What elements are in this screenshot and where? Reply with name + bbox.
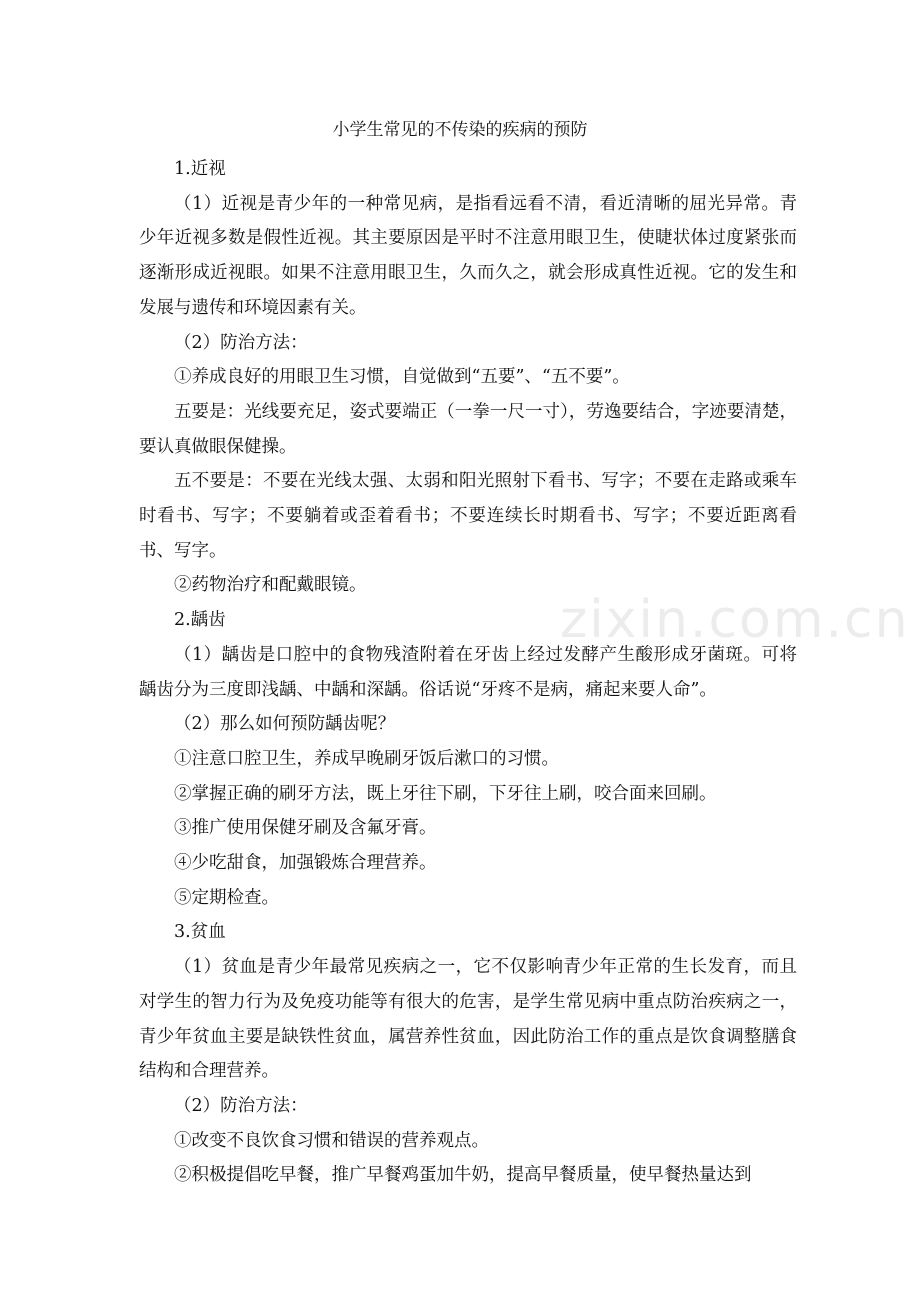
paragraph: ②掌握正确的刷牙方法，既上牙往下刷，下牙往上刷，咬合面来回刷。: [174, 783, 717, 804]
paragraph: 五不要是：不要在光线太强、太弱和阳光照射下看书、写字；不要在走路或乘车时看书、写字；不要躺着或歪着看书；不要连续长时期看书、写字；不要近距离看书、写字。: [139, 471, 797, 561]
paragraph: ①注意口腔卫生，养成早晚刷牙饭后漱口的习惯。: [174, 748, 559, 769]
watermark: zixin.com.cn: [560, 590, 910, 650]
paragraph: ④少吃甜食，加强锻炼合理营养。: [174, 853, 437, 874]
paragraph: ⑤定期检查。: [174, 887, 279, 908]
paragraph: ②药物治疗和配戴眼镜。: [174, 575, 367, 596]
paragraph: ③推广使用保健牙刷及含氟牙膏。: [174, 818, 437, 839]
paragraph: （2）那么如何预防龋齿呢？: [174, 714, 396, 735]
paragraph: ①改变不良饮食习惯和错误的营养观点。: [174, 1130, 489, 1151]
paragraph: （1）贫血是青少年最常见疾病之一，它不仅影响青少年正常的生长发育，而且对学生的智力行为及免疫功能等有很大的危害，是学生常见病中重点防治疾病之一，青少年贫血主要是缺铁性贫血，属营养性贫血，因此防治工作的重点是饮食调整膳食结构和合理营养。: [139, 957, 797, 1082]
paragraph: 五要是：光线要充足，姿式要端正（一拳一尺一寸），劳逸要结合，字迹要清楚，要认真做眼保健操。: [139, 401, 797, 457]
paragraph: （2）防治方法：: [174, 1095, 308, 1116]
paragraph: （2）防治方法：: [174, 332, 308, 353]
paragraph: ②积极提倡吃早餐，推广早餐鸡蛋加牛奶，提高早餐质量，使早餐热量达到: [174, 1165, 752, 1186]
document-body: [139, 152, 797, 1193]
section-heading-anemia: 3.贫血: [174, 922, 226, 943]
paragraph: （1）龋齿是口腔中的食物残渣附着在牙齿上经过发酵产生酸形成牙菌斑。可将龋齿分为三度即浅龋、中龋和深龋。俗话说“牙疼不是病，痛起来要人命”。: [139, 644, 797, 700]
paragraph: （1）近视是青少年的一种常见病，是指看远看不清，看近清晰的屈光异常。青少年近视多数是假性近视。其主要原因是平时不注意用眼卫生，使睫状体过度紧张而逐渐形成近视眼。如果不注意用眼卫生，久而久之，就会形成真性近视。它的发生和发展与遗传和环境因素有关。: [139, 193, 797, 318]
section-heading-myopia: 1.近视: [174, 159, 226, 179]
paragraph: ①养成良好的用眼卫生习惯，自觉做到“五要”、“五不要”。: [174, 367, 630, 388]
document-title: 小学生常见的不传染的疾病的预防: [332, 120, 588, 140]
section-heading-caries: 2.龋齿: [174, 610, 226, 631]
